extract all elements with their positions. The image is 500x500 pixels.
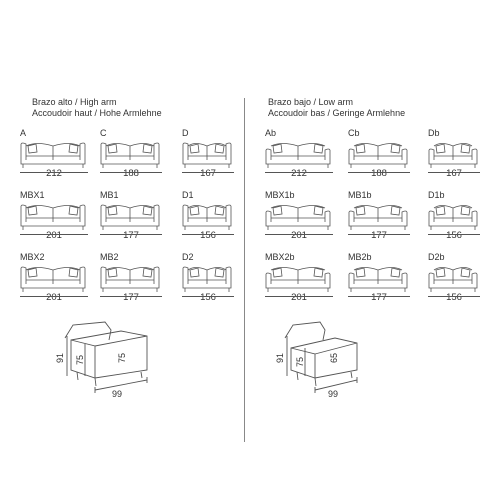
sofa-width: 188 [123, 168, 139, 179]
sofa-front-view [263, 200, 333, 234]
sofa-code: Db [428, 128, 440, 138]
sofa-code: MBX1b [265, 190, 295, 200]
sofa-width: 201 [46, 292, 62, 303]
dimension-line [182, 296, 234, 297]
sofa-width: 167 [446, 168, 462, 179]
sofa-code: D2 [182, 252, 194, 262]
dimension-line [100, 296, 162, 297]
dimension-line [428, 234, 480, 235]
side-high-back-height: 75 [117, 352, 127, 364]
sofa-width: 212 [291, 168, 307, 179]
side-high-arm-height: 75 [75, 354, 85, 366]
dimension-line [348, 234, 410, 235]
sofa-front-view [180, 262, 234, 296]
sofa-front-view [98, 262, 162, 296]
sofa-code: C [100, 128, 107, 138]
low-arm-header-line2: Accoudoir bas / Geringe Armlehne [268, 108, 406, 118]
sofa-width: 201 [291, 292, 307, 303]
sofa-front-view [180, 138, 234, 172]
sofa-code: A [20, 128, 27, 138]
sofa-width: 156 [446, 292, 462, 303]
sofa-front-view [346, 262, 410, 296]
sofa-front-view [426, 138, 480, 172]
sofa-front-view [18, 262, 88, 296]
sofa-front-view [263, 262, 333, 296]
side-high-total-height: 91 [55, 352, 65, 364]
side-low-back-height: 65 [329, 352, 339, 364]
side-high-depth: 99 [111, 389, 123, 399]
sofa-code: Cb [348, 128, 360, 138]
sofa-width: 201 [291, 230, 307, 241]
sofa-code: MB2b [348, 252, 372, 262]
sofa-width: 177 [371, 292, 387, 303]
sofa-front-view [346, 200, 410, 234]
sofa-width: 177 [123, 292, 139, 303]
dimension-line [100, 172, 162, 173]
sofa-front-view [180, 200, 234, 234]
sofa-code: MBX2b [265, 252, 295, 262]
side-low-depth: 99 [327, 389, 339, 399]
dimension-line [428, 172, 480, 173]
sofa-code: MB1b [348, 190, 372, 200]
section-divider [244, 98, 245, 442]
dimension-line [20, 296, 88, 297]
dimension-line [20, 234, 88, 235]
high-arm-header-line2: Accoudoir haut / Hohe Armlehne [32, 108, 162, 118]
sofa-width: 201 [46, 230, 62, 241]
sofa-code: Ab [265, 128, 277, 138]
sofa-front-view [18, 138, 88, 172]
dimension-line [182, 172, 234, 173]
sofa-front-view [263, 138, 333, 172]
sofa-code: MBX2 [20, 252, 45, 262]
sofa-front-view [426, 200, 480, 234]
dimension-line [20, 172, 88, 173]
sofa-width: 156 [446, 230, 462, 241]
low-arm-header [268, 97, 405, 119]
dimension-line [100, 234, 162, 235]
sofa-width: 156 [200, 292, 216, 303]
sofa-front-view [346, 138, 410, 172]
side-low-arm-height: 75 [295, 356, 305, 368]
sofa-width: 156 [200, 230, 216, 241]
sofa-code: MBX1 [20, 190, 45, 200]
sofa-width: 177 [371, 230, 387, 241]
high-arm-header [32, 97, 162, 119]
sofa-width: 177 [123, 230, 139, 241]
side-view-low-arm [275, 318, 395, 398]
sofa-front-view [18, 200, 88, 234]
dimension-line [182, 234, 234, 235]
sofa-code: MB1 [100, 190, 119, 200]
sofa-width: 167 [200, 168, 216, 179]
sofa-front-view [98, 200, 162, 234]
sofa-code: D [182, 128, 189, 138]
sofa-front-view [426, 262, 480, 296]
sofa-width: 188 [371, 168, 387, 179]
sofa-front-view [98, 138, 162, 172]
sofa-code: D1 [182, 190, 194, 200]
dimension-line [265, 172, 333, 173]
sofa-code: D1b [428, 190, 445, 200]
sofa-code: MB2 [100, 252, 119, 262]
side-view-high-arm [55, 318, 175, 398]
dimension-line [348, 296, 410, 297]
dimension-line [265, 234, 333, 235]
side-low-total-height: 91 [275, 352, 285, 364]
sofa-width: 212 [46, 168, 62, 179]
sofa-code: D2b [428, 252, 445, 262]
high-arm-header-line1: Brazo alto / High arm [32, 97, 117, 107]
dimension-line [348, 172, 410, 173]
dimension-line [428, 296, 480, 297]
low-arm-header-line1: Brazo bajo / Low arm [268, 97, 354, 107]
dimension-line [265, 296, 333, 297]
